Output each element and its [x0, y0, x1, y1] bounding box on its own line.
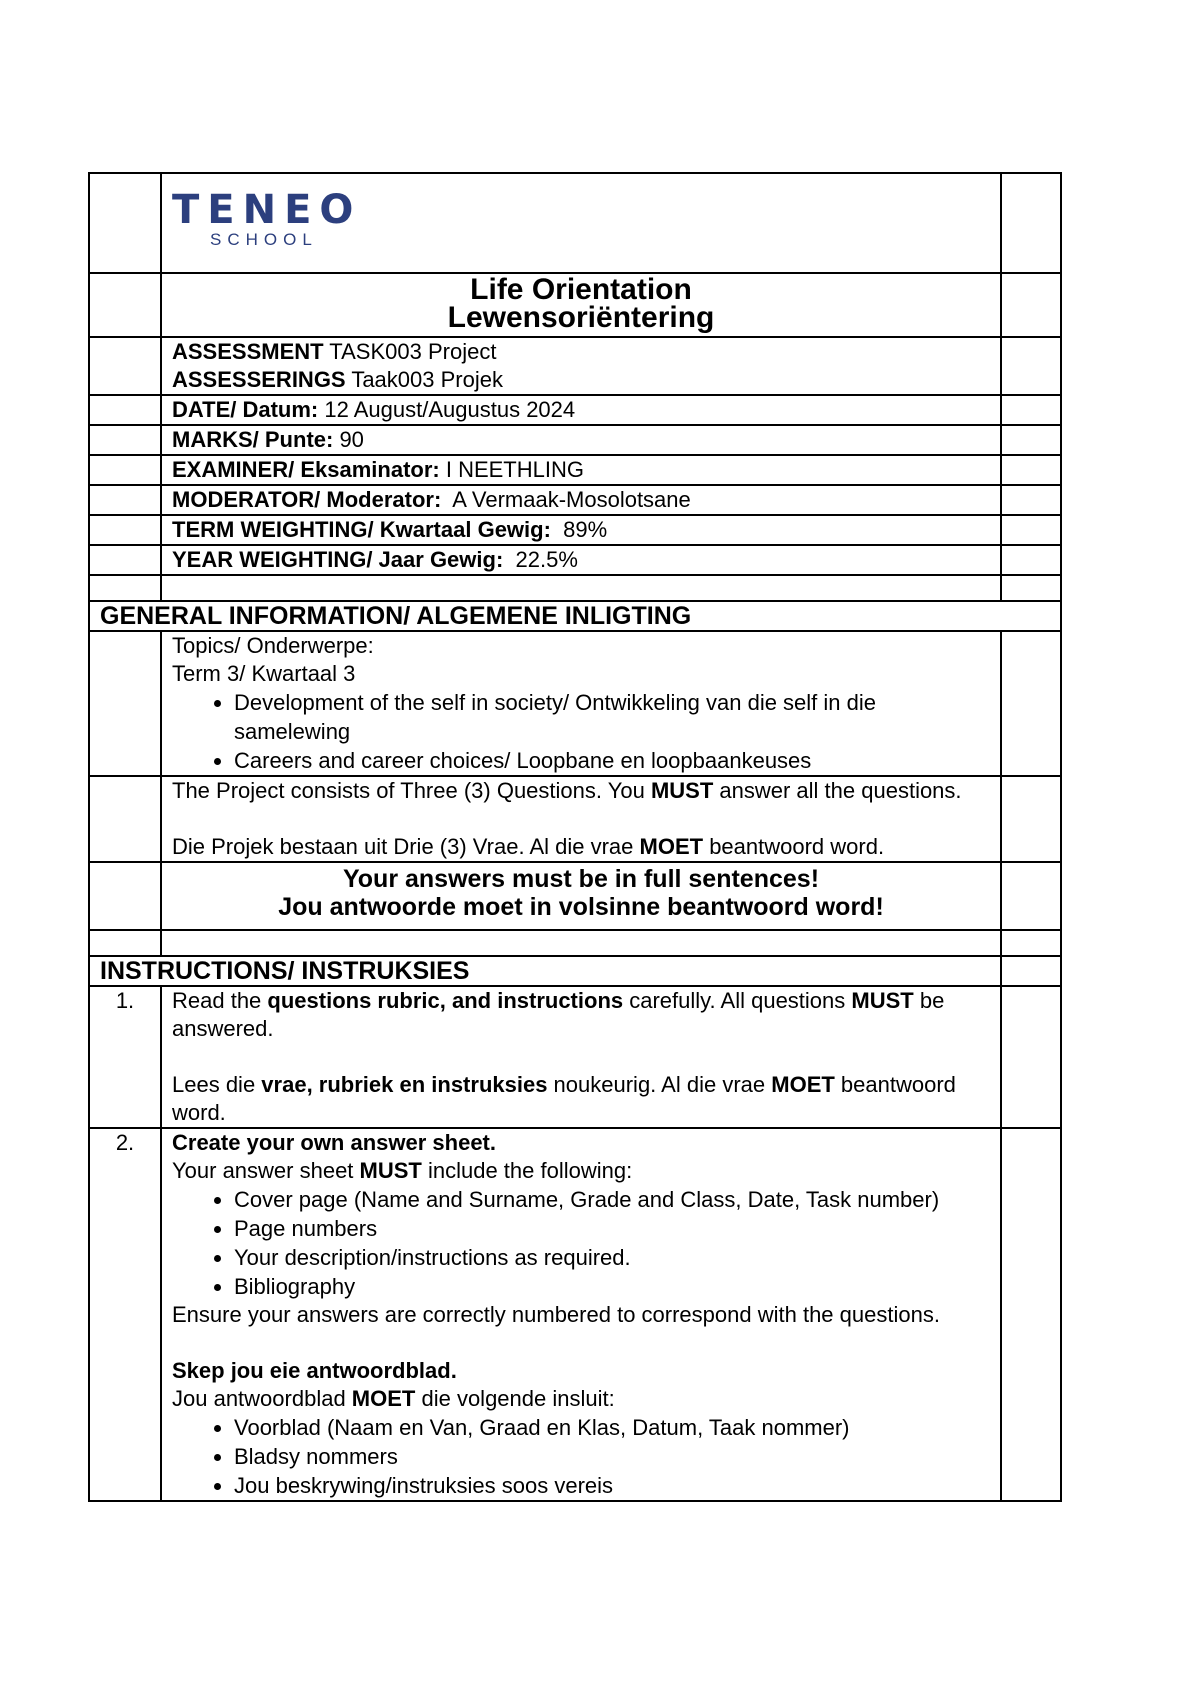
assessment-label: ASSESSMENT [172, 339, 324, 364]
year-weighting-row [89, 545, 1061, 575]
requirements-list [172, 1413, 990, 1500]
general-heading-row [89, 601, 1061, 631]
instruction-2-row [89, 1128, 1061, 1501]
project-text: Die Projek bestaan uit Drie (3) Vrae. Al die vrae [172, 834, 640, 859]
assesserings-label: ASSESSERINGS [172, 367, 346, 392]
term-label: Term 3/ Kwartaal 3 [172, 661, 356, 686]
logo-subtitle: SCHOOL [210, 230, 318, 249]
full-sentences-notice [161, 862, 1001, 930]
logo-cell [161, 173, 1001, 273]
title-afrikaans: Lewensoriëntering [447, 301, 715, 334]
project-text: answer all the questions. [713, 778, 962, 803]
marks-value: 90 [333, 427, 364, 452]
title-english: Life Orientation [470, 273, 692, 306]
list-item: • Page numbers [234, 1214, 990, 1243]
title-row [89, 273, 1061, 337]
list-item: • Your description/instructions as required. [234, 1243, 990, 1272]
date-label: DATE/ Datum: [172, 397, 319, 422]
project-emphasis: MUST [650, 778, 714, 803]
empty-cell [89, 173, 161, 273]
moderator-value: A Vermaak-Mosolotsane [441, 487, 691, 512]
assessment-info [161, 337, 1001, 395]
assessment-row [89, 337, 1061, 395]
year-weighting-label: YEAR WEIGHTING/ Jaar Gewig: [172, 547, 504, 572]
topics-row [89, 631, 1061, 776]
date-row [89, 395, 1061, 425]
examiner-value: I NEETHLING [439, 457, 584, 482]
instruction-heading: Create your own answer sheet. [172, 1130, 496, 1155]
cover-table [88, 172, 1062, 1502]
list-item: • Bladsy nommers [234, 1442, 990, 1471]
list-item: • Jou beskrywing/instruksies soos vereis [234, 1471, 990, 1500]
date-value: 12 August/Augustus 2024 [318, 397, 576, 422]
moderator-label: MODERATOR/ Moderator: [172, 487, 442, 512]
project-info [161, 776, 1001, 862]
list-item: • Voorblad (Naam en Van, Graad en Klas, Datum, Taak nommer) [234, 1413, 990, 1442]
logo-wordmark: TENEO [172, 187, 362, 233]
assesserings-value: Taak003 Projek [345, 367, 503, 392]
section-heading: GENERAL INFORMATION/ ALGEMENE INLIGTING [89, 601, 1061, 631]
list-item: • Cover page (Name and Surname, Grade and Class, Date, Task number) [234, 1185, 990, 1214]
moderator-row [89, 485, 1061, 515]
notice-afrikaans: Jou antwoorde moet in volsinne beantwoord word! [278, 893, 884, 921]
notice-english: Your answers must be in full sentences! [342, 865, 820, 893]
spacer-row [89, 930, 1061, 956]
requirements-list [172, 1185, 990, 1301]
empty-cell [1001, 173, 1061, 273]
instructions-heading-row [89, 956, 1061, 986]
instruction-number: 1. [89, 986, 161, 1128]
assessment-value: TASK003 Project [323, 339, 497, 364]
term-weighting-label: TERM WEIGHTING/ Kwartaal Gewig: [172, 517, 551, 542]
project-text: beantwoord word. [703, 834, 885, 859]
instruction-heading: Skep jou eie antwoordblad. [172, 1358, 457, 1383]
instruction-number: 2. [89, 1128, 161, 1501]
instruction-1: Read the questions rubric, and instructions carefully. All questions MUST be answered. Lees die vrae, rubriek en instruksies noukeurig. Al die vrae MOET beantwoord word. [161, 986, 1001, 1128]
teneo-logo [172, 187, 362, 250]
marks-label: MARKS/ Punte: [172, 427, 334, 452]
term-weighting-row [89, 515, 1061, 545]
list-item: • Bibliography [234, 1272, 990, 1301]
spacer-row [89, 575, 1061, 601]
assessment-document [88, 172, 1060, 1502]
project-text: The Project consists of Three (3) Questions. You [172, 778, 651, 803]
ensure-text: Ensure your answers are correctly numbered to correspond with the questions. [172, 1302, 940, 1327]
list-item: • Careers and career choices/ Loopbane en loopbaankeuses [234, 746, 990, 775]
instruction-1-row [89, 986, 1061, 1128]
project-emphasis: MOET [639, 834, 704, 859]
topics-cell [161, 631, 1001, 776]
examiner-label: EXAMINER/ Eksaminator: [172, 457, 440, 482]
instruction-2: Create your own answer sheet. Your answer sheet MUST include the following: • Cover page (Name and Surname, Grade and Class, Date, Task number) • Page numbers • Your description/instructions as required. • Bibliography Ensure your answers are correctly numbered to correspond with the questions. Skep jou eie antwoordblad. Jou antwoordblad MOET die volgende insluit: • Voorblad (Naam en Van, Graad en Klas, Datum, Taak nommer) • Bladsy nommers • Jou beskrywing/instruksies soos vereis [161, 1128, 1001, 1501]
project-info-row [89, 776, 1061, 862]
examiner-row [89, 455, 1061, 485]
list-item: • Development of the self in society/ Ontwikkeling van die self in die samelewing [234, 688, 990, 746]
marks-row [89, 425, 1061, 455]
topics-label: Topics/ Onderwerpe: [172, 633, 374, 658]
term-weighting-value: 89% [550, 517, 608, 542]
topics-list [172, 688, 990, 775]
full-sentences-row [89, 862, 1061, 930]
year-weighting-value: 22.5% [503, 547, 578, 572]
section-heading: INSTRUCTIONS/ INSTRUKSIES [89, 956, 1001, 986]
page-title [161, 273, 1001, 337]
logo-row [89, 173, 1061, 273]
